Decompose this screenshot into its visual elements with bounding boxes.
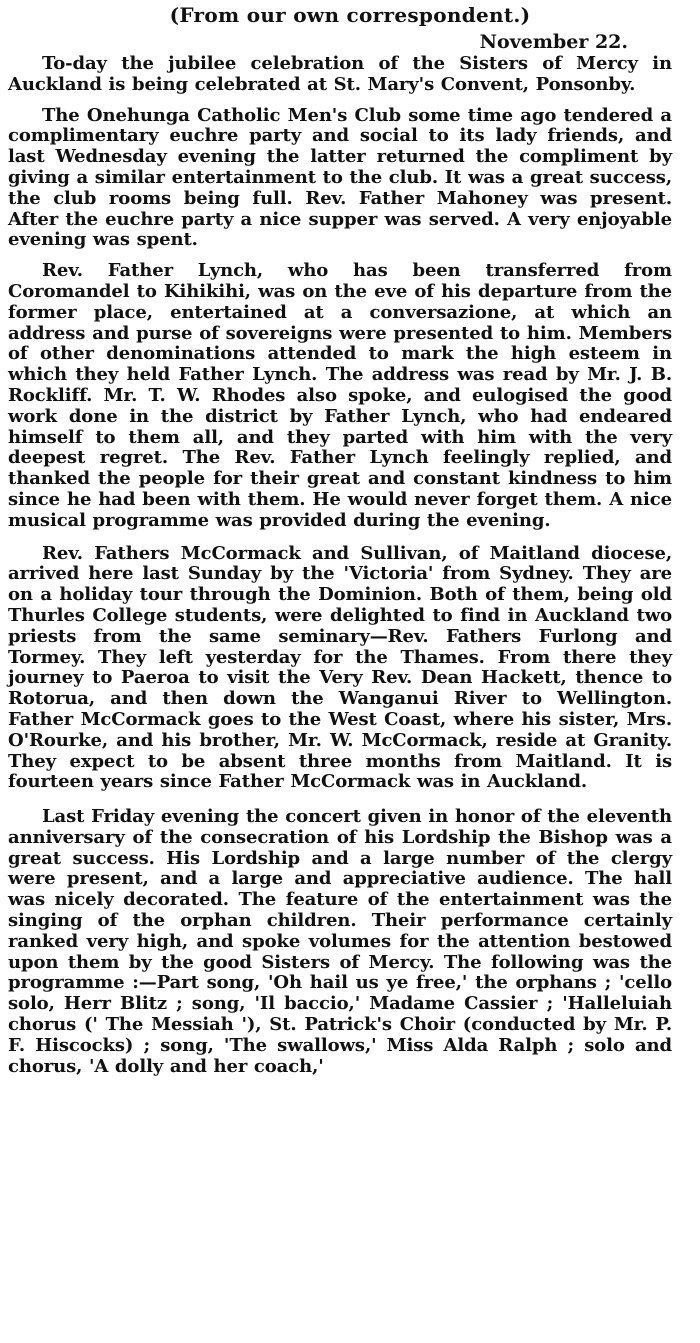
- dateline: November 22.: [479, 31, 628, 53]
- correspondent-byline: (From our own correspondent.): [169, 3, 531, 27]
- paragraph-concert: Last Friday evening the concert given in honor of the eleventh anniversary of the consecration of his Lordship the Bishop was a great success. His Lordship and a large number of the clergy were present, and a large and appreciative audience. The hall was nicely decorated. The feature of the entertainment was the singing of the orphan children. Their performance certainly ranked very high, and spoke volumes for the attention bestowed upon them by the good Sisters of Mercy. The following was the programme :—Part song, 'Oh hail us ye free,' the orphans ; 'cello solo, Herr Blitz ; song, 'Il baccio,' Madame Cassier ; 'Halleluiah chorus (' The Messiah '), St. Patrick's Choir (conducted by Mr. P. F. Hiscocks) ; song, 'The swallows,' Miss Alda Ralph ; solo and chorus, 'A dolly and her coach,': [8, 806, 672, 1077]
- paragraph-maitland-priests: Rev. Fathers McCormack and Sullivan, of Maitland diocese, arrived here last Sunday by the 'Victoria' from Sydney. They are on a holiday tour through the Dominion. Both of them, being old Thurles College students, were delighted to find in Auckland two priests from the same seminary—Rev. Fathers Furlong and Tormey. They left yesterday for the Thames. From there they journey to Paeroa to visit the Very Rev. Dean Hackett, thence to Rotorua, and then down the Wanganui River to Wellington. Father McCormack goes to the West Coast, where his sister, Mrs. O'Rourke, and his brother, Mr. W. McCormack, reside at Granity. They expect to be absent three months from Maitland. It is fourteen years since Father McCormack was in Auckland.: [8, 542, 672, 793]
- article-body: [8, 54, 672, 1077]
- paragraph-onehunga-club: The Onehunga Catholic Men's Club some time ago tendered a complimentary euchre party and social to its lady friends, and last Wednesday evening the latter returned the compliment by giving a similar entertainment to the club. It was a great success, the club rooms being full. Rev. Father Mahoney was present. After the euchre party a nice supper was served. A very enjoyable evening was spent.: [8, 104, 672, 251]
- paragraph-jubilee: To-day the jubilee celebration of the Sisters of Mercy in Auckland is being celebrated at St. Mary's Convent, Ponsonby.: [8, 53, 672, 95]
- paragraph-father-lynch: Rev. Father Lynch, who has been transferred from Coromandel to Kihikihi, was on the eve of his departure from the former place, entertained at a conversazione, at which an address and purse of sovereigns were presented to him. Members of other denominations attended to mark the high esteem in which they held Father Lynch. The address was read by Mr. J. B. Rockliff. Mr. T. W. Rhodes also spoke, and eulogised the good work done in the district by Father Lynch, who had endeared himself to them all, and they parted with him with the very deepest regret. The Rev. Father Lynch feelingly replied, and thanked the people for their great and constant kindness to him since he had been with them. He would never forget them. A nice musical programme was provided during the evening.: [8, 260, 672, 531]
